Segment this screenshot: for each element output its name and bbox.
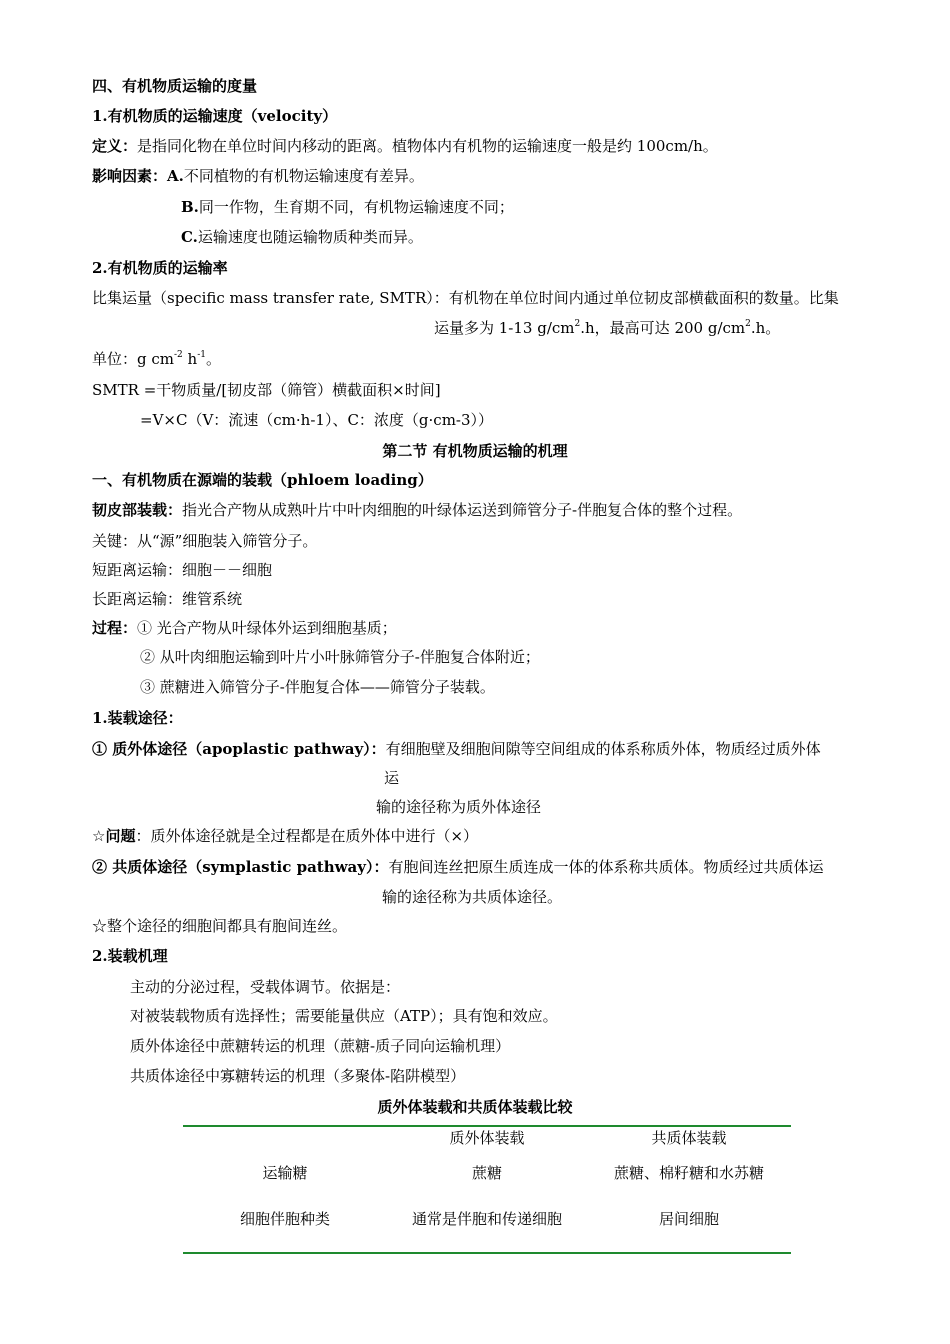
factors-label: 影响因素： [92, 167, 168, 185]
table-top-rule [183, 1125, 791, 1127]
mechanism-item: 主动的分泌过程，受载体调节。依据是： [130, 978, 401, 996]
factor-text: 运输速度也随运输物质种类而异。 [197, 228, 423, 246]
factor-line-a [92, 166, 424, 186]
star-icon: ☆ [92, 827, 106, 845]
superscript: -1 [197, 350, 206, 360]
mechanism-item: 共质体途径中寡糖转运的机理（多聚体-陷阱模型） [130, 1067, 466, 1085]
formula-line-2: =V×C（V：流速（cm·h-1）、C：浓度（g·cm-3）） [140, 411, 494, 429]
unit-line [92, 349, 221, 369]
superscript: 2 [745, 319, 751, 329]
unit-text: 单位：g cm [92, 350, 174, 368]
symplastic-line [92, 857, 824, 877]
symplastic-text: 有胞间连丝把原生质连成一体的体系称共质体。物质经过共质体运 [388, 858, 824, 876]
question-label: 问题 [105, 827, 136, 845]
table-caption: 质外体装载和共质体装载比较 [377, 1098, 573, 1116]
smtr-text: .h。 [750, 319, 781, 337]
mechanism-item: 对被装载物质有选择性；需要能量供应（ATP）；具有饱和效应。 [130, 1007, 558, 1025]
short-distance-line: 短距离运输：细胞－－细胞 [92, 561, 273, 579]
key-line: 关键：从“源”细胞装入筛管分子。 [92, 532, 318, 550]
process-line-1 [92, 618, 397, 638]
loading-definition [92, 500, 742, 520]
factor-tag: C. [181, 228, 198, 246]
process-step: ① 光合产物从叶绿体外运到细胞基质； [137, 619, 397, 637]
unit-text: h [182, 350, 198, 368]
factor-tag: B. [181, 198, 199, 216]
long-distance-line: 长距离运输：维管系统 [92, 590, 243, 608]
chapter-title: 第二节 有机物质运输的机理 [382, 442, 568, 460]
table-cell: 细胞伴胞种类 [239, 1210, 330, 1228]
smtr-text: 运量多为 1-13 g/cm [434, 319, 575, 337]
formula-line-1: SMTR =干物质量/[韧皮部（筛管）横截面积×时间] [92, 381, 441, 399]
table-cell: 通常是伴胞和传递细胞 [411, 1210, 562, 1228]
table-cell: 运输糖 [262, 1164, 308, 1182]
question-line [92, 826, 478, 846]
table-header: 质外体装载 [449, 1129, 525, 1147]
table-header: 共质体装载 [651, 1129, 727, 1147]
route-title: 1.装载途径： [92, 709, 183, 727]
definition-text: 是指同化物在单位时间内移动的距离。植物体内有机物的运输速度一般是约 100cm/h。 [137, 137, 718, 155]
table-cell: 蔗糖 [471, 1164, 502, 1182]
velocity-title: 1.有机物质的运输速度（velocity） [92, 107, 338, 125]
unit-text: 。 [206, 350, 222, 368]
definition-line [92, 136, 718, 156]
question-text: ：质外体途径就是全过程都是在质外体中进行（×） [135, 827, 479, 845]
definition-label: 定义： [92, 137, 138, 155]
mechanism-title: 2.装载机理 [92, 947, 168, 965]
table-bottom-rule [183, 1252, 791, 1254]
factor-text: 不同植物的有机物运输速度有差异。 [183, 167, 424, 185]
smtr-line-2 [434, 318, 780, 338]
factor-text: 同一作物，生育期不同，有机物运输速度不同； [198, 198, 514, 216]
apoplastic-wrap: 运 [384, 769, 400, 787]
symplastic-label: ② 共质体途径（symplastic pathway）： [92, 858, 389, 876]
section-heading: 四、有机物质运输的度量 [92, 77, 258, 95]
smtr-text: .h，最高可达 200 g/cm [580, 319, 746, 337]
factor-line-b [181, 197, 514, 217]
apoplastic-text: 有细胞壁及细胞间隙等空间组成的体系称质外体，物质经过质外体 [385, 740, 821, 758]
loading-text: 指光合产物从成熟叶片中叶肉细胞的叶绿体运送到筛管分子-伴胞复合体的整个过程。 [182, 501, 743, 519]
factor-line-c [181, 227, 423, 247]
loading-label: 韧皮部装载： [92, 501, 183, 519]
apoplastic-label: ① 质外体途径（apoplastic pathway）： [92, 740, 386, 758]
process-label: 过程： [92, 619, 138, 637]
factor-tag: A. [167, 167, 184, 185]
superscript: -2 [174, 350, 183, 360]
mechanism-item: 质外体途径中蔗糖转运的机理（蔗糖-质子同向运输机理） [130, 1037, 511, 1055]
rate-title: 2.有机物质的运输率 [92, 259, 228, 277]
apoplastic-wrap: 输的途径称为质外体途径 [376, 798, 542, 816]
superscript: 2 [574, 319, 581, 329]
note-line: ☆整个途径的细胞间都具有胞间连丝。 [92, 917, 348, 935]
phloem-loading-heading: 一、有机物质在源端的装载（phloem loading） [92, 471, 433, 489]
process-step: ② 从叶肉细胞运输到叶片小叶脉筛管分子-伴胞复合体附近； [140, 648, 540, 666]
table-cell: 居间细胞 [658, 1210, 719, 1228]
smtr-line-1: 比集运量（specific mass transfer rate, SMTR）：有机物在单位时间内通过单位韧皮部横截面积的数量。比集 [92, 289, 839, 307]
table-cell: 蔗糖、棉籽糖和水苏糖 [613, 1164, 764, 1182]
apoplastic-line [92, 739, 821, 759]
process-step: ③ 蔗糖进入筛管分子-伴胞复合体——筛管分子装载。 [140, 678, 495, 696]
symplastic-wrap: 输的途径称为共质体途径。 [382, 888, 563, 906]
